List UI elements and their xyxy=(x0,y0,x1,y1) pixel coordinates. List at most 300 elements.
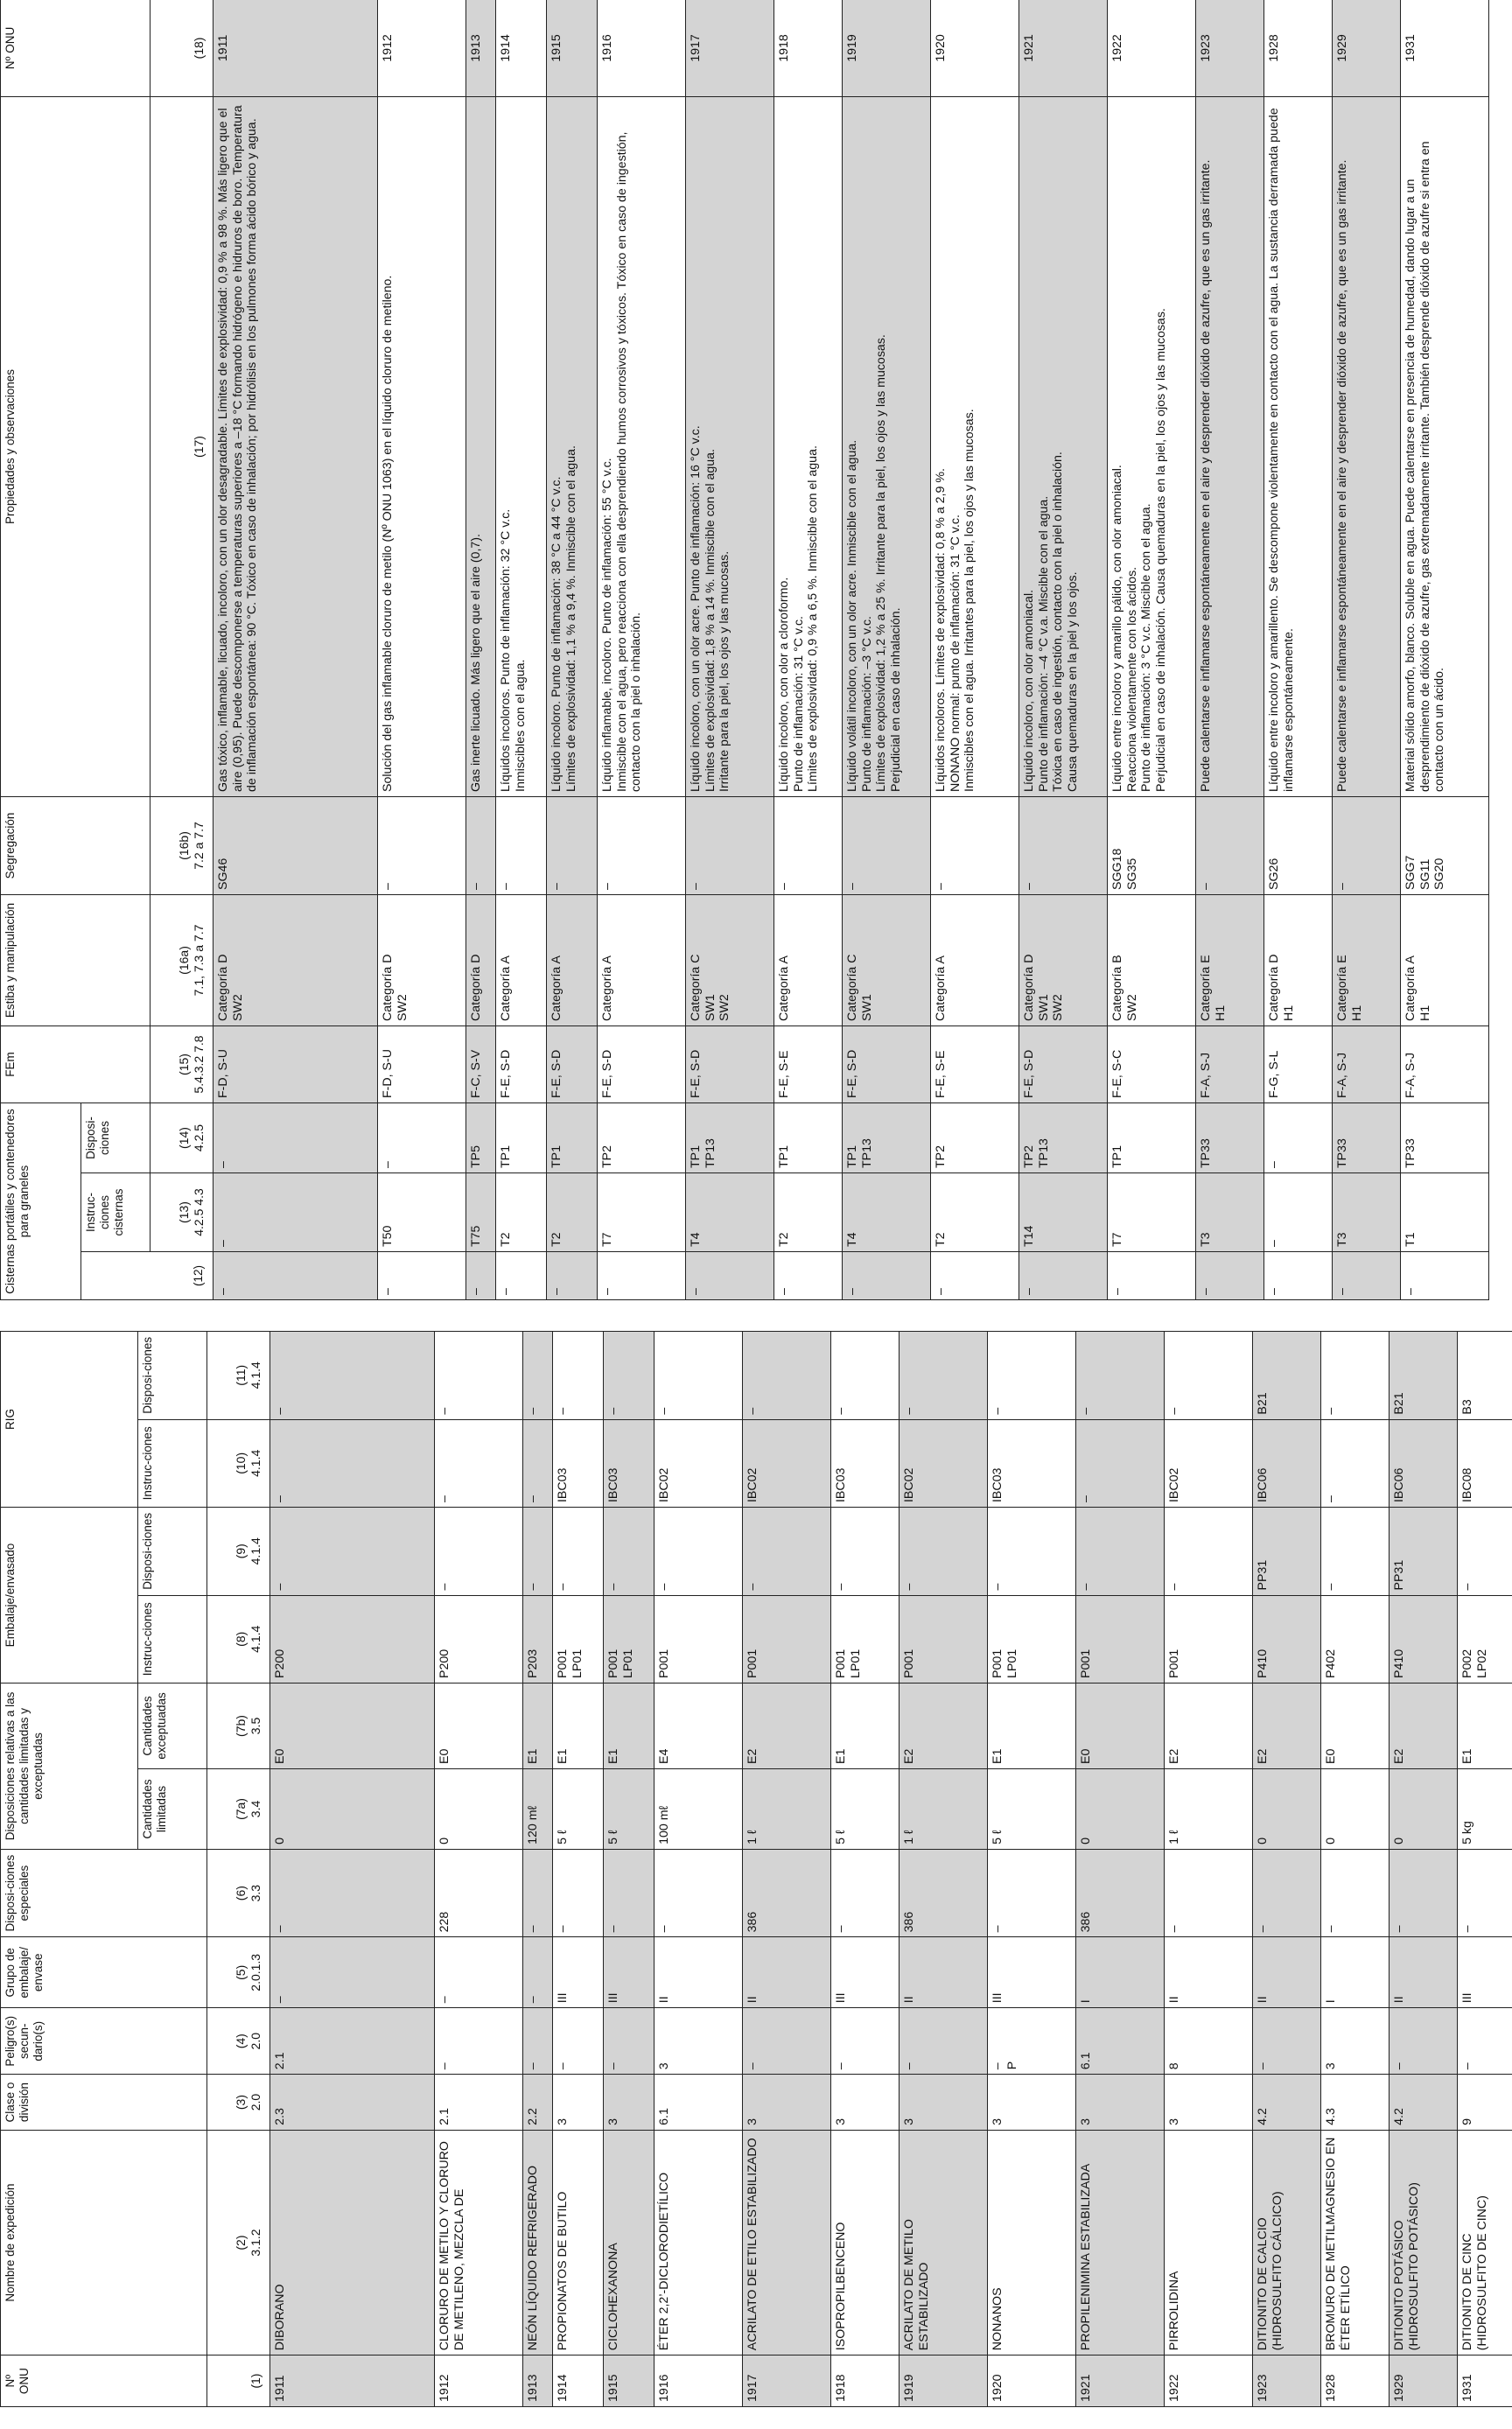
tank-provision-cell: TP33 xyxy=(1333,1102,1401,1172)
special-provisions-cell: – xyxy=(831,1849,900,1936)
stowage-cell: Categoría B SW2 xyxy=(1108,894,1196,1026)
tank-provision-cell: TP33 xyxy=(1196,1102,1264,1172)
col12-cell: – xyxy=(774,1252,843,1300)
un-number-cell-right: 1915 xyxy=(547,0,598,96)
un-number-cell: 1918 xyxy=(831,2356,900,2407)
limited-quantity-cell: 0 xyxy=(435,1769,523,1850)
ibc-instruction-cell: IBC03 xyxy=(831,1419,900,1507)
tank-provision-cell: TP5 xyxy=(466,1102,496,1172)
ibc-instruction-cell: – xyxy=(270,1419,435,1507)
header-properties: Propiedades y observaciones xyxy=(1,96,150,796)
un-number-cell-right: 1920 xyxy=(931,0,1019,96)
special-provisions-cell: – xyxy=(1253,1849,1321,1936)
packing-provision-cell: – xyxy=(988,1508,1076,1595)
packing-provision-cell: – xyxy=(523,1508,553,1595)
packing-group-cell: I xyxy=(1076,1937,1165,2008)
table-row xyxy=(378,0,466,1300)
properties-cell: Líquido incoloro, con olor a cloroformo. Punto de inflamación: 31 °C v.c. Límites de explosividad: 0,9 % a 6,5 %. Inmiscible con el agua. xyxy=(774,96,843,796)
special-provisions-cell: 228 xyxy=(435,1849,523,1936)
subsidiary-risk-cell: – xyxy=(1458,2008,1512,2075)
special-provisions-cell: – xyxy=(988,1849,1076,1936)
tank-instruction-cell: T7 xyxy=(598,1173,686,1252)
tank-instruction-cell: T14 xyxy=(1019,1173,1108,1252)
un-number-cell-right: 1916 xyxy=(598,0,686,96)
un-number-cell-right: 1912 xyxy=(378,0,466,96)
left-ref-cell: (6) 3.3 xyxy=(207,1849,270,1936)
un-number-cell: 1917 xyxy=(743,2356,831,2407)
ibc-instruction-cell: – xyxy=(1076,1419,1165,1507)
shipping-name-cell: NONANOS xyxy=(988,2130,1076,2355)
ems-cell: F-E, S-E xyxy=(774,1026,843,1102)
packing-provision-cell: – xyxy=(435,1508,523,1595)
stowage-cell: Categoría A xyxy=(774,894,843,1026)
table-row xyxy=(931,0,1019,1300)
table-row xyxy=(1108,0,1196,1300)
tank-instruction-cell: T7 xyxy=(1108,1173,1196,1252)
table-row xyxy=(270,1332,435,2407)
un-number-cell-right: 1917 xyxy=(686,0,774,96)
packing-provision-cell: – xyxy=(553,1508,604,1595)
header-col12-ref: (12) xyxy=(81,1252,214,1300)
un-number-cell-right: 1928 xyxy=(1264,0,1333,96)
shipping-name-cell: PIRROLIDINA xyxy=(1165,2130,1253,2355)
packing-instruction-cell: P200 xyxy=(270,1595,435,1683)
properties-cell: Líquido incoloro, con un olor acre. Punto de inflamación: 16 °C v.c. Límites de explosividad: 1,8 % a 14 %. Inmiscible con el agua. Irritante para la piel, los ojos y las mucosas. xyxy=(686,96,774,796)
properties-cell: Líquidos incoloros. Punto de inflamación: 32 °C v.c. Inmiscibles con el agua. xyxy=(496,96,547,796)
un-number-cell-right: 1911 xyxy=(214,0,378,96)
segregation-cell: – xyxy=(843,796,931,894)
packing-instruction-cell: P410 xyxy=(1390,1595,1458,1683)
col12-cell: – xyxy=(686,1252,774,1300)
col12-cell: – xyxy=(1019,1252,1108,1300)
segregation-cell: – xyxy=(1019,796,1108,894)
limited-quantity-cell: 5 ℓ xyxy=(604,1769,654,1850)
special-provisions-cell: 386 xyxy=(900,1849,988,1936)
segregation-cell: – xyxy=(598,796,686,894)
packing-instruction-cell: P001 xyxy=(743,1595,831,1683)
header-shipping-name: Nombre de expedición xyxy=(1,2130,207,2355)
shipping-name-cell: NEÓN LÍQUIDO REFRIGERADO xyxy=(523,2130,553,2355)
class-cell: 3 xyxy=(604,2075,654,2131)
class-cell: 3 xyxy=(831,2075,900,2131)
ems-cell: F-G, S-L xyxy=(1264,1026,1333,1102)
class-cell: 2.2 xyxy=(523,2075,553,2131)
excepted-quantity-cell: E1 xyxy=(988,1683,1076,1768)
table-row xyxy=(988,1332,1076,2407)
stowage-cell: Categoría D xyxy=(466,894,496,1026)
stowage-cell: Categoría E H1 xyxy=(1333,894,1401,1026)
table-row xyxy=(900,1332,988,2407)
subsidiary-risk-cell: – P xyxy=(988,2008,1076,2075)
ibc-instruction-cell: – xyxy=(1321,1419,1390,1507)
un-number-cell-right: 1913 xyxy=(466,0,496,96)
properties-cell: Gas inerte licuado. Más ligero que el aire (0,7). xyxy=(466,96,496,796)
segregation-cell: SGG7 SG11 SG20 xyxy=(1401,796,1489,894)
excepted-quantity-cell: E1 xyxy=(831,1683,900,1768)
packing-group-cell: III xyxy=(553,1937,604,2008)
un-number-cell: 1916 xyxy=(654,2356,743,2407)
left-ref-cell: (8) 4.1.4 xyxy=(207,1595,270,1683)
packing-provision-cell: – xyxy=(604,1508,654,1595)
ems-cell: F-C, S-V xyxy=(466,1026,496,1102)
excepted-quantity-cell: E0 xyxy=(435,1683,523,1768)
tank-provision-cell: TP1 xyxy=(1108,1102,1196,1172)
shipping-name-cell: CICLOHEXANONA xyxy=(604,2130,654,2355)
ibc-instruction-cell: IBC03 xyxy=(988,1419,1076,1507)
subsidiary-risk-cell: – xyxy=(604,2008,654,2075)
shipping-name-cell: ACRILATO DE METILO ESTABILIZADO xyxy=(900,2130,988,2355)
subsidiary-risk-cell: 2.1 xyxy=(270,2008,435,2075)
col12-cell: – xyxy=(1196,1252,1264,1300)
shipping-name-cell: DITIONITO DE CALCIO (HIDROSULFITO CÁLCICO) xyxy=(1253,2130,1321,2355)
table-row xyxy=(1321,1332,1390,2407)
left-body xyxy=(270,1332,1512,2407)
table-row xyxy=(547,0,598,1300)
class-cell: 4.2 xyxy=(1390,2075,1458,2131)
special-provisions-cell: – xyxy=(523,1849,553,1936)
header-pack-instr: Instruc-ciones xyxy=(138,1595,207,1683)
excepted-quantity-cell: E2 xyxy=(1165,1683,1253,1768)
table-row xyxy=(598,0,686,1300)
shipping-name-cell: DITIONITO POTÁSICO (HIDROSULFITO POTÁSICO) xyxy=(1390,2130,1458,2355)
stowage-cell: Categoría D SW1 SW2 xyxy=(1019,894,1108,1026)
left-ref-row xyxy=(207,1332,270,2407)
ibc-provision-cell: – xyxy=(900,1332,988,1420)
right-ref-row xyxy=(150,0,214,1300)
excepted-quantity-cell: E1 xyxy=(523,1683,553,1768)
un-number-cell: 1913 xyxy=(523,2356,553,2407)
packing-instruction-cell: P001 xyxy=(1076,1595,1165,1683)
packing-instruction-cell: P001 LP01 xyxy=(553,1595,604,1683)
tank-provision-cell: TP2 xyxy=(598,1102,686,1172)
right-ref-cell: (17) xyxy=(150,96,214,796)
limited-quantity-cell: 100 mℓ xyxy=(654,1769,743,1850)
left-ref-cell: (1) xyxy=(207,2356,270,2407)
packing-provision-cell: – xyxy=(1076,1508,1165,1595)
ibc-provision-cell: – xyxy=(988,1332,1076,1420)
un-number-cell-right: 1918 xyxy=(774,0,843,96)
packing-group-cell: III xyxy=(831,1937,900,2008)
right-ref-cell: (13) 4.2.5 4.3 xyxy=(150,1173,214,1252)
stowage-cell: Categoría A xyxy=(598,894,686,1026)
shipping-name-cell: BROMURO DE METILMAGNESIO EN ÉTER ETÍLICO xyxy=(1321,2130,1390,2355)
header-ibc-title: RIG xyxy=(1,1332,138,1508)
ems-cell: F-E, S-D xyxy=(1019,1026,1108,1102)
limited-quantity-cell: 5 ℓ xyxy=(831,1769,900,1850)
right-ref-cell: (18) xyxy=(150,0,214,96)
table-row xyxy=(1196,0,1264,1300)
ems-cell: F-D, S-U xyxy=(378,1026,466,1102)
segregation-cell: – xyxy=(931,796,1019,894)
un-number-cell: 1931 xyxy=(1458,2356,1512,2407)
shipping-name-cell: PROPILENIMINA ESTABILIZADA xyxy=(1076,2130,1165,2355)
subsidiary-risk-cell: – xyxy=(553,2008,604,2075)
left-header-row xyxy=(1,1332,138,2407)
ibc-provision-cell: – xyxy=(604,1332,654,1420)
packing-group-cell: I xyxy=(1321,1937,1390,2008)
tank-provision-cell: TP1 TP13 xyxy=(686,1102,774,1172)
header-special-provisions: Disposi-ciones especiales xyxy=(1,1849,207,1936)
tank-provision-cell: TP1 xyxy=(496,1102,547,1172)
packing-provision-cell: – xyxy=(831,1508,900,1595)
tank-instruction-cell: T75 xyxy=(466,1173,496,1252)
left-ref-cell: (11) 4.1.4 xyxy=(207,1332,270,1420)
subsidiary-risk-cell: – xyxy=(900,2008,988,2075)
ibc-instruction-cell: IBC02 xyxy=(900,1419,988,1507)
properties-cell: Líquido entre incoloro y amarillento. Se descompone violentamente en contacto con el agua. La sustancia derramada puede inflamarse espontáneamente. xyxy=(1264,96,1333,796)
col12-cell: – xyxy=(1108,1252,1196,1300)
table-row xyxy=(604,1332,654,2407)
packing-group-cell: III xyxy=(604,1937,654,2008)
table-row xyxy=(1076,1332,1165,2407)
shipping-name-cell: ÉTER 2,2’-DICLORODIETÍLICO xyxy=(654,2130,743,2355)
shipping-name-cell: CLORURO DE METILO Y CLORURO DE METILENO, MEZCLA DE xyxy=(435,2130,523,2355)
ibc-provision-cell: – xyxy=(1321,1332,1390,1420)
col12-cell: – xyxy=(1333,1252,1401,1300)
header-pack-prov: Disposi-ciones xyxy=(138,1508,207,1595)
un-number-cell: 1922 xyxy=(1165,2356,1253,2407)
un-number-cell-right: 1923 xyxy=(1196,0,1264,96)
table-row xyxy=(686,0,774,1300)
un-number-cell: 1919 xyxy=(900,2356,988,2407)
properties-cell: Líquido incoloro, con olor amoniacal. Punto de inflamación: –4 °C v.a. Miscible con el agua. Tóxica en caso de ingestión, contacto con la piel o inhalación. Causa quemaduras en la piel y los ojos. xyxy=(1019,96,1108,796)
limited-quantity-cell: 0 xyxy=(1321,1769,1390,1850)
segregation-cell: SG26 xyxy=(1264,796,1333,894)
packing-group-cell: II xyxy=(654,1937,743,2008)
shipping-name-cell: DIBORANO xyxy=(270,2130,435,2355)
special-provisions-cell: 386 xyxy=(743,1849,831,1936)
special-provisions-cell: – xyxy=(1458,1849,1512,1936)
ems-cell: F-E, S-C xyxy=(1108,1026,1196,1102)
packing-instruction-cell: P410 xyxy=(1253,1595,1321,1683)
class-cell: 4.3 xyxy=(1321,2075,1390,2131)
packing-provision-cell: – xyxy=(1165,1508,1253,1595)
segregation-cell: – xyxy=(496,796,547,894)
ibc-instruction-cell: – xyxy=(523,1419,553,1507)
packing-provision-cell: – xyxy=(1321,1508,1390,1595)
subsidiary-risk-cell: – xyxy=(1253,2008,1321,2075)
tank-instruction-cell: T2 xyxy=(774,1173,843,1252)
un-number-cell: 1912 xyxy=(435,2356,523,2407)
ibc-instruction-cell: IBC03 xyxy=(553,1419,604,1507)
col12-cell: – xyxy=(598,1252,686,1300)
segregation-cell: – xyxy=(1333,796,1401,894)
col12-cell: – xyxy=(1264,1252,1333,1300)
ibc-provision-cell: B21 xyxy=(1390,1332,1458,1420)
special-provisions-cell: – xyxy=(1165,1849,1253,1936)
limited-quantity-cell: 5 ℓ xyxy=(988,1769,1076,1850)
ibc-provision-cell: – xyxy=(654,1332,743,1420)
un-number-cell-right: 1919 xyxy=(843,0,931,96)
right-ref-cell: (16a) 7.1, 7.3 a 7.7 xyxy=(150,894,214,1026)
un-number-cell: 1915 xyxy=(604,2356,654,2407)
subsidiary-risk-cell: 6.1 xyxy=(1076,2008,1165,2075)
tank-instruction-cell: T4 xyxy=(686,1173,774,1252)
col12-cell: – xyxy=(378,1252,466,1300)
subsidiary-risk-cell: – xyxy=(523,2008,553,2075)
segregation-cell: – xyxy=(1196,796,1264,894)
un-number-cell: 1921 xyxy=(1076,2356,1165,2407)
segregation-cell: – xyxy=(378,796,466,894)
un-number-cell-right: 1914 xyxy=(496,0,547,96)
ems-cell: F-D, S-U xyxy=(214,1026,378,1102)
limited-quantity-cell: 1 ℓ xyxy=(900,1769,988,1850)
subsidiary-risk-cell: 8 xyxy=(1165,2008,1253,2075)
properties-cell: Líquido volátil incoloro, con un olor acre. Inmiscible con el agua. Punto de inflamación: –3 °C v.c. Límites de explosividad: 1,2 % a 25 %. Irritante para la piel, los ojos y las mucosas. Perjudicial en caso de inhalación. xyxy=(843,96,931,796)
tank-instruction-cell: T2 xyxy=(496,1173,547,1252)
special-provisions-cell: – xyxy=(553,1849,604,1936)
tank-provision-cell: TP1 TP13 xyxy=(843,1102,931,1172)
packing-instruction-cell: P200 xyxy=(435,1595,523,1683)
class-cell: 3 xyxy=(743,2075,831,2131)
packing-provision-cell: PP31 xyxy=(1253,1508,1321,1595)
tank-instruction-cell: T3 xyxy=(1333,1173,1401,1252)
left-ref-cell: (3) 2.0 xyxy=(207,2075,270,2131)
ems-cell: F-E, S-E xyxy=(931,1026,1019,1102)
ibc-instruction-cell: IBC02 xyxy=(654,1419,743,1507)
header-class: Clase o división xyxy=(1,2075,207,2131)
excepted-quantity-cell: E2 xyxy=(1253,1683,1321,1768)
class-cell: 3 xyxy=(988,2075,1076,2131)
special-provisions-cell: 386 xyxy=(1076,1849,1165,1936)
excepted-quantity-cell: E1 xyxy=(604,1683,654,1768)
class-cell: 3 xyxy=(1165,2075,1253,2131)
properties-cell: Puede calentarse e inflamarse espontáneamente en el aire y desprender dióxido de azufre, que es un gas irritante. xyxy=(1333,96,1401,796)
packing-provision-cell: – xyxy=(654,1508,743,1595)
col12-cell: – xyxy=(547,1252,598,1300)
ibc-instruction-cell: IBC06 xyxy=(1253,1419,1321,1507)
packing-group-cell: II xyxy=(1253,1937,1321,2008)
stowage-cell: Categoría E H1 xyxy=(1196,894,1264,1026)
shipping-name-cell: ISOPROPILBENCENO xyxy=(831,2130,900,2355)
tank-provision-cell: – xyxy=(214,1102,378,1172)
tank-provision-cell: – xyxy=(1264,1102,1333,1172)
packing-instruction-cell: P001 xyxy=(900,1595,988,1683)
right-ref-cell: (14) 4.2.5 xyxy=(150,1102,214,1172)
subsidiary-risk-cell: – xyxy=(743,2008,831,2075)
ibc-instruction-cell: IBC03 xyxy=(604,1419,654,1507)
excepted-quantity-cell: E0 xyxy=(270,1683,435,1768)
header-segregation: Segregación xyxy=(1,796,150,894)
excepted-quantity-cell: E1 xyxy=(553,1683,604,1768)
right-ref-cell: (16b) 7.2 a 7.7 xyxy=(150,796,214,894)
col12-cell: – xyxy=(843,1252,931,1300)
un-number-cell: 1911 xyxy=(270,2356,435,2407)
properties-cell: Líquidos incoloros. Límites de explosividad: 0,8 % a 2,9 %. NONANO normal: punto de inflamación: 31 °C v.c. Inmiscibles con el agua. Irritantes para la piel, los ojos y las mucosas. xyxy=(931,96,1019,796)
class-cell: 3 xyxy=(900,2075,988,2131)
tank-provision-cell: TP33 xyxy=(1401,1102,1489,1172)
tank-instruction-cell: T4 xyxy=(843,1173,931,1252)
properties-cell: Líquido incoloro. Punto de inflamación: 38 °C a 44 °C v.c. Límites de explosividad: 1,1 % a 9,4 %. Inmiscible con el agua. xyxy=(547,96,598,796)
header-ems: FEm xyxy=(1,1026,150,1102)
right-body xyxy=(214,0,1489,1300)
tank-instruction-cell: – xyxy=(1264,1173,1333,1252)
header-tank-prov: Disposi-ciones xyxy=(81,1102,150,1172)
tank-instruction-cell: T1 xyxy=(1401,1173,1489,1252)
ibc-provision-cell: – xyxy=(553,1332,604,1420)
ems-cell: F-A, S-J xyxy=(1196,1026,1264,1102)
stowage-cell: Categoría A xyxy=(931,894,1019,1026)
class-cell: 9 xyxy=(1458,2075,1512,2131)
table-row xyxy=(1019,0,1108,1300)
left-ref-cell: (7a) 3.4 xyxy=(207,1769,270,1850)
tank-instruction-cell: T3 xyxy=(1196,1173,1264,1252)
header-un-no-right: Nº ONU xyxy=(1,0,150,96)
excepted-quantity-cell: E2 xyxy=(1390,1683,1458,1768)
ibc-provision-cell: – xyxy=(1165,1332,1253,1420)
right-header-row xyxy=(1,0,81,1300)
table-row xyxy=(831,1332,900,2407)
ems-cell: F-E, S-D xyxy=(686,1026,774,1102)
packing-provision-cell: – xyxy=(1458,1508,1512,1595)
un-number-cell: 1914 xyxy=(553,2356,604,2407)
packing-instruction-cell: P001 LP01 xyxy=(988,1595,1076,1683)
col12-cell: – xyxy=(466,1252,496,1300)
segregation-cell: SG46 xyxy=(214,796,378,894)
un-number-cell-right: 1921 xyxy=(1019,0,1108,96)
table-row xyxy=(654,1332,743,2407)
un-number-cell: 1923 xyxy=(1253,2356,1321,2407)
subsidiary-risk-cell: – xyxy=(435,2008,523,2075)
packing-provision-cell: – xyxy=(270,1508,435,1595)
table-row xyxy=(1390,1332,1458,2407)
un-number-cell: 1920 xyxy=(988,2356,1076,2407)
packing-group-cell: III xyxy=(1458,1937,1512,2008)
left-table xyxy=(0,1331,1512,2407)
ems-cell: F-E, S-D xyxy=(598,1026,686,1102)
table-row xyxy=(1165,1332,1253,2407)
packing-provision-cell: – xyxy=(900,1508,988,1595)
left-ref-cell: (7b) 3.5 xyxy=(207,1683,270,1768)
ems-cell: F-A, S-J xyxy=(1401,1026,1489,1102)
tank-instruction-cell: T2 xyxy=(931,1173,1019,1252)
header-ibc-instr: Instruc-ciones xyxy=(138,1419,207,1507)
class-cell: 3 xyxy=(1076,2075,1165,2131)
segregation-cell: – xyxy=(547,796,598,894)
special-provisions-cell: – xyxy=(604,1849,654,1936)
special-provisions-cell: – xyxy=(654,1849,743,1936)
excepted-quantity-cell: E2 xyxy=(743,1683,831,1768)
table-row xyxy=(1264,0,1333,1300)
limited-quantity-cell: 0 xyxy=(270,1769,435,1850)
header-ibc-prov: Disposi-ciones xyxy=(138,1332,207,1420)
subsidiary-risk-cell: 3 xyxy=(654,2008,743,2075)
packing-instruction-cell: P002 LP02 xyxy=(1458,1595,1512,1683)
stowage-cell: Categoría C SW1 xyxy=(843,894,931,1026)
limited-quantity-cell: 1 ℓ xyxy=(743,1769,831,1850)
shipping-name-cell: ACRILATO DE ETILO ESTABILIZADO xyxy=(743,2130,831,2355)
ems-cell: F-E, S-D xyxy=(843,1026,931,1102)
ibc-provision-cell: B3 xyxy=(1458,1332,1512,1420)
packing-provision-cell: – xyxy=(743,1508,831,1595)
packing-group-cell: II xyxy=(743,1937,831,2008)
un-number-cell-right: 1931 xyxy=(1401,0,1489,96)
table-row xyxy=(466,0,496,1300)
segregation-cell: – xyxy=(686,796,774,894)
header-packing-group: Grupo de embalaje/ envase xyxy=(1,1937,207,2008)
right-ref-cell: (15) 5.4.3.2 7.8 xyxy=(150,1026,214,1102)
ems-cell: F-A, S-J xyxy=(1333,1026,1401,1102)
header-tanks-title: Cisternas portátiles y contenedores para graneles xyxy=(1,1102,81,1299)
ibc-instruction-cell: IBC02 xyxy=(1165,1419,1253,1507)
subsidiary-risk-cell: – xyxy=(1390,2008,1458,2075)
table-row xyxy=(435,1332,523,2407)
table-row xyxy=(523,1332,553,2407)
class-cell: 2.3 xyxy=(270,2075,435,2131)
limited-quantity-cell: 5 kg xyxy=(1458,1769,1512,1850)
special-provisions-cell: – xyxy=(270,1849,435,1936)
un-number-cell: 1928 xyxy=(1321,2356,1390,2407)
